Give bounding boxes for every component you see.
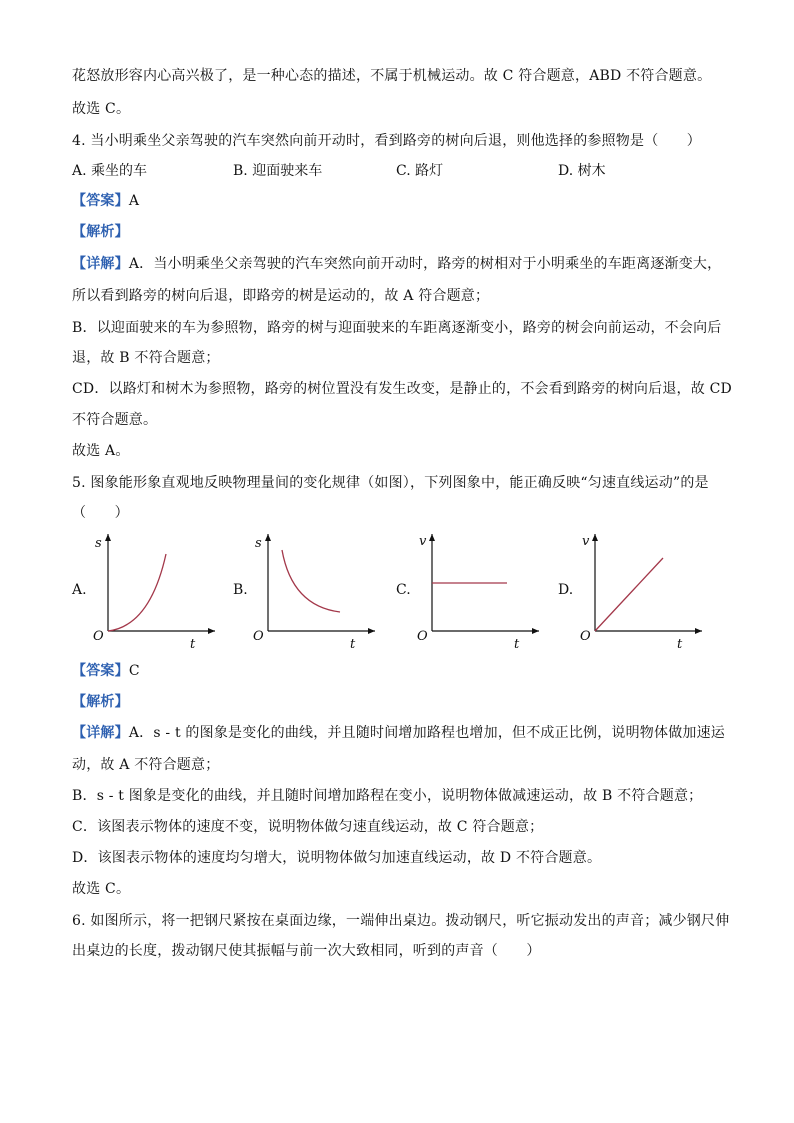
question-6-cont: 出桌边的长度，拨动钢尺使其振幅与前一次大致相同，听到的声音（ ）: [72, 943, 541, 959]
detail-label: 【详解】: [72, 256, 129, 272]
question-6: 6. 如图所示，将一把钢尺紧按在桌面边缘，一端伸出桌边。拨动钢尺，听它振动发出的声音；减少钢尺伸: [72, 913, 730, 929]
detail-line: C．该图表示物体的速度不变，说明物体做匀速直线运动，故 C 符合题意；: [72, 819, 544, 835]
question-5: 5. 图象能形象直观地反映物理量间的变化规律（如图），下列图象中，能正确反映“匀速直线运动”的是: [72, 475, 709, 491]
x-arrow: [532, 628, 539, 634]
detail-line: B．以迎面驶来的车为参照物，路旁的树与迎面驶来的车距离逐渐变小，路旁的树会向前运动，不会向后: [72, 320, 722, 336]
graph-b: [250, 528, 380, 653]
question-5-cont: （ ）: [72, 505, 129, 521]
graph-c: [414, 528, 544, 653]
answer-value: C: [128, 663, 140, 679]
y-axis-label: v: [419, 534, 427, 549]
origin-label: O: [417, 629, 428, 644]
detail-label: 【详解】: [72, 725, 129, 741]
x-arrow: [368, 628, 375, 634]
graph-label-c: C.: [396, 582, 411, 598]
analysis-label: 【解析】: [72, 694, 129, 710]
detail-line: 不符合题意。: [72, 412, 158, 428]
origin-label: O: [93, 629, 104, 644]
option-b: B. 迎面驶来车: [233, 163, 323, 179]
x-axis-label: t: [190, 637, 196, 652]
answer-5: [72, 661, 140, 681]
answer-value: A: [128, 193, 140, 209]
detail-line: 退，故 B 不符合题意；: [72, 350, 220, 366]
detail-line: 故选 A。: [72, 443, 130, 459]
detail-line: [72, 254, 721, 274]
y-arrow: [592, 534, 598, 541]
y-arrow: [429, 534, 435, 541]
graph-a: [90, 528, 220, 653]
option-d: D. 树木: [558, 163, 606, 179]
x-axis-label: t: [514, 637, 520, 652]
analysis-label: 【解析】: [72, 224, 129, 240]
detail-text: A．当小明乘坐父亲驾驶的汽车突然向前开动时，路旁的树相对于小明乘坐的车距离逐渐变大，: [128, 256, 722, 272]
detail-line: CD．以路灯和树木为参照物，路旁的树位置没有发生改变，是静止的，不会看到路旁的树向后退，故 CD: [72, 381, 732, 397]
x-arrow: [695, 628, 702, 634]
detail-line: [72, 723, 725, 743]
x-axis-label: t: [350, 637, 356, 652]
graph-label-d: D.: [558, 582, 574, 598]
answer-label: 【答案】: [72, 663, 129, 679]
detail-line: B．s - t 图象是变化的曲线，并且随时间增加路程在变小，说明物体做减速运动，故 B 不符合题意；: [72, 788, 703, 804]
detail-line: 动，故 A 不符合题意；: [72, 757, 220, 773]
option-c: C. 路灯: [396, 163, 444, 179]
answer-label: 【答案】: [72, 193, 129, 209]
detail-line: 所以看到路旁的树向后退，即路旁的树是运动的，故 A 符合题意；: [72, 288, 490, 304]
y-axis-label: v: [582, 534, 590, 549]
origin-label: O: [580, 629, 591, 644]
question-4: 4. 当小明乘坐父亲驾驶的汽车突然向前开动时，看到路旁的树向后退，则他选择的参照物是（ ）: [72, 133, 702, 149]
answer-4: [72, 191, 139, 211]
x-axis-label: t: [677, 637, 683, 652]
text-line: 花怒放形容内心高兴极了，是一种心态的描述，不属于机械运动。故 C 符合题意，ABD 不符合题意。: [72, 68, 712, 84]
detail-line: D．该图表示物体的速度均匀增大，说明物体做匀加速直线运动，故 D 不符合题意。: [72, 850, 602, 866]
origin-label: O: [253, 629, 264, 644]
line-increasing: [595, 558, 663, 631]
graph-label-b: B.: [233, 582, 248, 598]
y-arrow: [105, 534, 111, 541]
y-arrow: [265, 534, 271, 541]
graph-d: [577, 528, 707, 653]
y-axis-label: s: [95, 536, 102, 551]
graph-label-a: A.: [72, 582, 87, 598]
curve-accelerating: [108, 554, 166, 631]
detail-text: A．s - t 的图象是变化的曲线，并且随时间增加路程也增加，但不成正比例，说明物体做加速运: [128, 725, 726, 741]
x-arrow: [208, 628, 215, 634]
y-axis-label: s: [255, 536, 262, 551]
text-line: 故选 C。: [72, 101, 131, 117]
detail-line: 故选 C。: [72, 881, 131, 897]
option-a: A. 乘坐的车: [72, 163, 148, 179]
curve-decelerating: [282, 550, 340, 612]
